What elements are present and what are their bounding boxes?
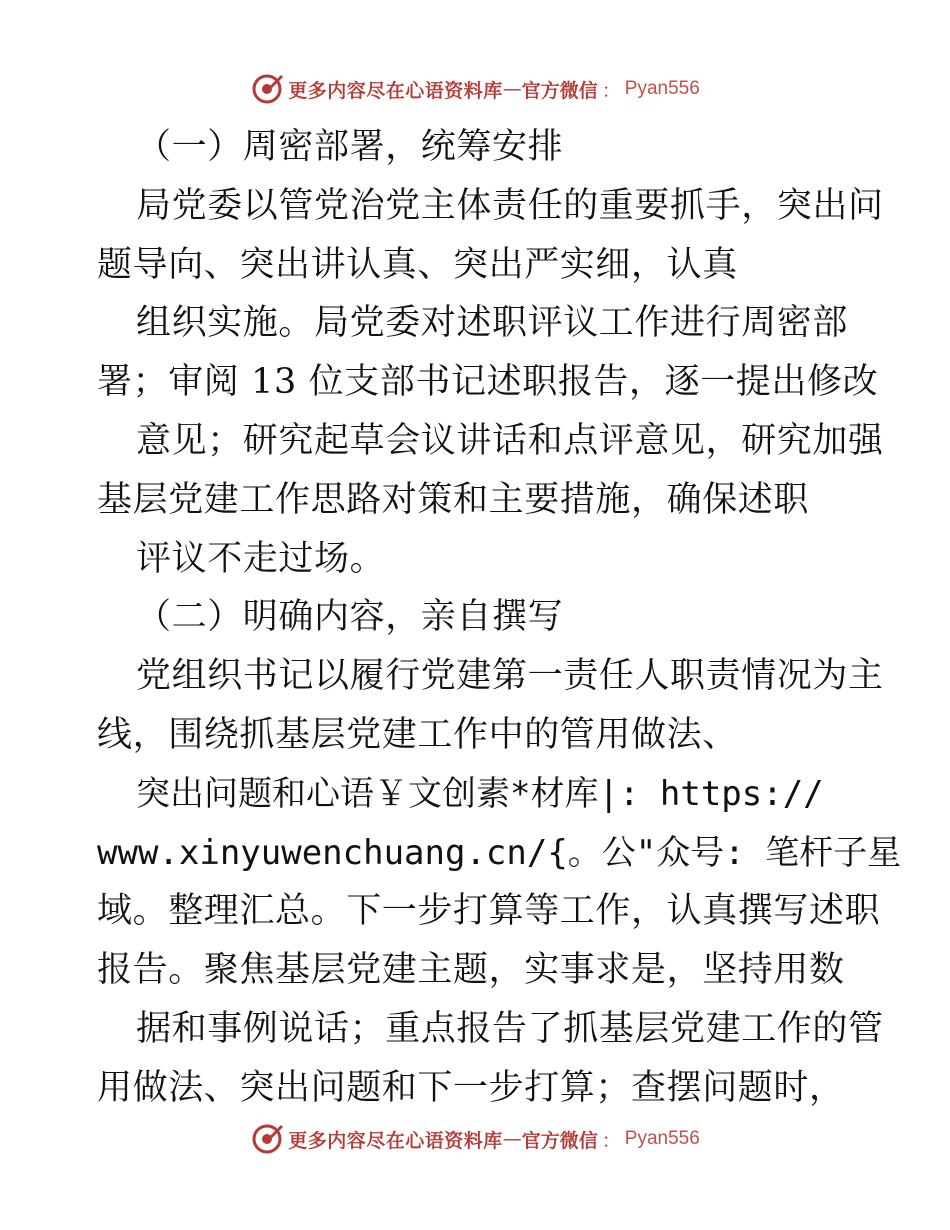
text-line: 报告。聚焦基层党建主题，实事求是，坚持用数 xyxy=(97,950,845,991)
text-line: 评议不走过场。 xyxy=(136,538,386,579)
text-line: 突出问题和心语￥文创素*材库|: https:// xyxy=(136,773,824,814)
watermark-label: 官方微信 xyxy=(521,1129,598,1152)
text-line: www.xinyuwenchuang.cn/{。公"众号: 笔杆子星 xyxy=(97,832,902,873)
watermark-header xyxy=(0,72,950,106)
text-line: 线，围绕抓基层党建工作中的管用做法、 xyxy=(97,714,738,755)
watermark-text: 更多内容尽在心语资料库 xyxy=(288,1129,503,1152)
watermark-footer xyxy=(0,1122,950,1156)
document-body xyxy=(0,118,950,1118)
text-line: 据和事例说话；重点报告了抓基层党建工作的管 xyxy=(136,1008,884,1049)
watermark-dash: — xyxy=(502,78,522,100)
text-line: 局党委以管党治党主体责任的重要抓手，突出问 xyxy=(136,185,884,226)
watermark-wechat-id: Pyan556 xyxy=(624,78,700,99)
section-heading: （一）周密部署，统筹安排 xyxy=(136,127,564,167)
watermark-dash: — xyxy=(502,1128,522,1150)
text-line: 署；审阅 13 位支部书记述职报告，逐一提出修改 xyxy=(97,362,879,403)
pen-logo-icon xyxy=(250,1122,284,1156)
text-line: 党组织书记以履行党建第一责任人职责情况为主 xyxy=(136,656,884,697)
text-line: 用做法、突出问题和下一步打算；查摆问题时， xyxy=(97,1067,845,1108)
text-line: 基层党建工作思路对策和主要措施，确保述职 xyxy=(97,479,810,520)
watermark-label: 官方微信 xyxy=(521,79,598,102)
text-line: 组织实施。局党委对述职评议工作进行周密部 xyxy=(136,303,849,344)
section-heading: （二）明确内容，亲自撰写 xyxy=(136,597,564,638)
text-line: 意见；研究起草会议讲话和点评意见，研究加强 xyxy=(136,420,884,461)
text-line: 域。整理汇总。下一步打算等工作，认真撰写述职 xyxy=(97,891,881,932)
watermark-colon: ： xyxy=(601,1129,621,1152)
pen-logo-icon xyxy=(250,72,284,106)
watermark-colon: ： xyxy=(601,79,621,102)
text-line: 题导向、突出讲认真、突出严实细，认真 xyxy=(97,244,738,285)
watermark-text: 更多内容尽在心语资料库 xyxy=(288,79,503,102)
watermark-wechat-id: Pyan556 xyxy=(624,1128,700,1149)
